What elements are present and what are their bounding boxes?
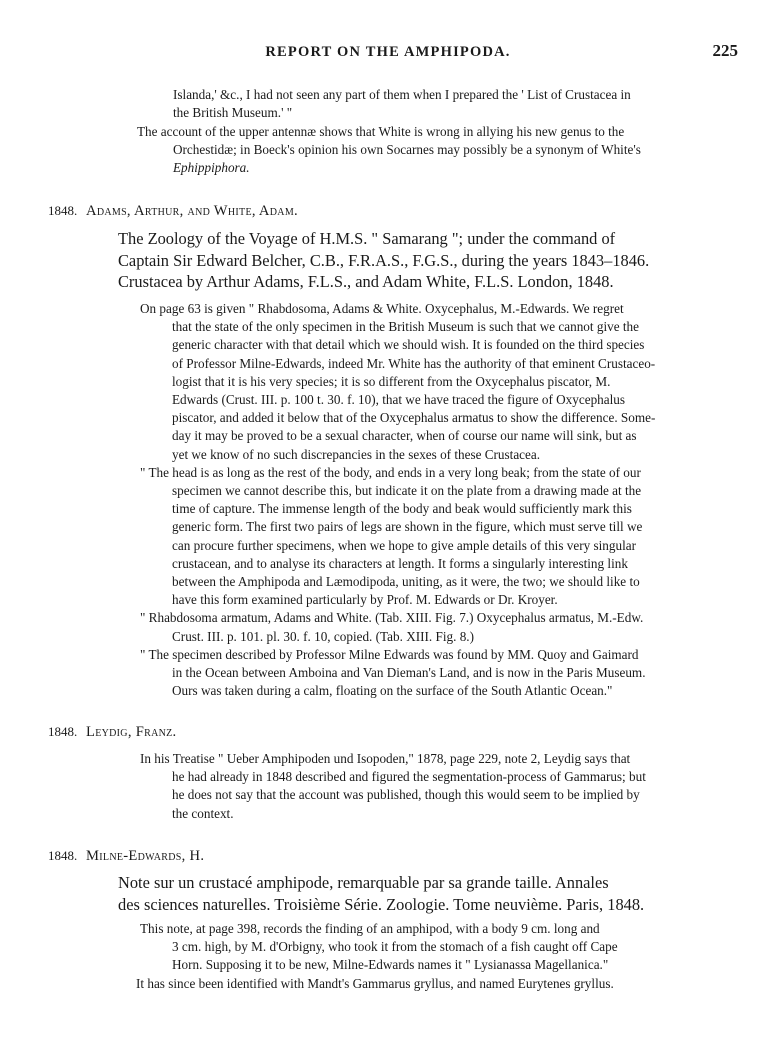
note-line: specimen we cannot describe this, but indicate it on the plate from a drawing made at the — [172, 483, 642, 499]
title-line: des sciences naturelles. Troisième Série. Zoologie. Tome neuvième. Paris, 1848. — [118, 894, 645, 914]
entry-author: Adams, Arthur, and White, Adam. — [86, 203, 298, 219]
note-line: time of capture. The immense length of the body and beak would sufficiently mark this — [172, 501, 632, 517]
note-line: On page 63 is given " Rhabdosoma, Adams & White. Oxycephalus, M.-Edwards. We regret — [140, 301, 624, 316]
note-line: day it may be proved to be a sexual character, when of course our name will sink, but as — [172, 428, 637, 444]
title-line: Note sur un crustacé amphipode, remarquable par sa grande taille. Annales — [118, 873, 609, 892]
entry-notes — [136, 920, 730, 993]
note-line: can procure further specimens, when we hope to give ample details of this very singular — [172, 537, 636, 553]
entry-notes — [140, 750, 730, 823]
title-line: Crustacea by Arthur Adams, F.L.S., and Adam White, F.L.S. London, 1848. — [118, 272, 614, 291]
intro-paragraph-2 — [137, 123, 728, 178]
note-line: " The head is as long as the rest of the body, and ends in a very long beak; from the state of our — [140, 464, 641, 480]
note-line: " The specimen described by Professor Milne Edwards was found by MM. Quoy and Gaimard — [140, 646, 639, 662]
entry-heading — [48, 722, 177, 742]
note-line: " Rhabdosoma armatum, Adams and White. (Tab. XIII. Fig. 7.) Oxycephalus armatus, M.-Edw. — [140, 610, 644, 626]
entry-year: 1848. — [48, 724, 78, 739]
note-line: generic character with that detail which we should wish. It is founded on the third species — [172, 337, 645, 353]
entry-title — [118, 228, 728, 293]
note-line: Ours was taken during a calm, floating on the surface of the South Atlantic Ocean." — [172, 683, 613, 699]
note-line: have this form examined particularly by Prof. M. Edwards or Dr. Kroyer. — [172, 592, 558, 608]
note-line: Crust. III. p. 101. pl. 30. f. 10, copied. (Tab. XIII. Fig. 8.) — [172, 628, 474, 644]
entry-heading — [48, 846, 204, 866]
title-line: The Zoology of the Voyage of H.M.S. " Samarang "; under the command of — [118, 229, 616, 248]
note-line: piscator, and added it below that of the Oxycephalus armatus to show the difference. Some- — [172, 410, 656, 426]
note-line: he had already in 1848 described and figured the segmentation-process of Gammarus; but — [172, 769, 646, 785]
note-line: In his Treatise " Ueber Amphipoden und Isopoden," 1878, page 229, note 2, Leydig says that — [140, 751, 631, 766]
note-line: he does not say that the account was published, though this would seem to be implied by — [172, 787, 640, 803]
note-line: in the Ocean between Amboina and Van Dieman's Land, and is now in the Paris Museum. — [172, 665, 646, 681]
note-line: generic form. The first two pairs of legs are shown in the figure, which must serve till we — [172, 519, 643, 535]
entry-title — [118, 872, 728, 915]
running-head — [0, 41, 776, 66]
entry-author: Milne-Edwards, H. — [86, 848, 205, 864]
text-line: The account of the upper antennæ shows that White is wrong in allying his new genus to the — [137, 124, 625, 139]
note-line: yet we know of no such discrepancies in the sexes of these Crustacea. — [172, 446, 541, 462]
running-head-title: REPORT ON THE AMPHIPODA. — [265, 44, 511, 60]
note-line: the context. — [172, 805, 234, 821]
note-line: crustacean, and to analyse its characters at length. It forms a singularly interesting link — [172, 555, 628, 571]
entry-heading — [48, 201, 298, 221]
text-line: Ephippiphora. — [173, 160, 250, 176]
note-line: Edwards (Crust. III. p. 100 t. 30. f. 10), that we have traced the figure of Oxycephalus — [172, 392, 625, 408]
entry-author: Leydig, Franz. — [86, 724, 177, 740]
page-number: 225 — [712, 41, 738, 60]
note-line: logist that it is his very species; it is so different from the Oxycephalus piscator, M. — [172, 373, 611, 389]
note-line: that the state of the only specimen in the British Museum is such that we cannot give the — [172, 319, 639, 335]
text-line: the British Museum.' " — [173, 105, 293, 121]
intro-paragraph — [173, 86, 728, 122]
entry-year: 1848. — [48, 203, 78, 218]
note-line: 3 cm. high, by M. d'Orbigny, who took it from the stomach of a fish caught off Cape — [172, 939, 618, 955]
entry-year: 1848. — [48, 848, 78, 863]
note-line: It has since been identified with Mandt's Gammarus gryllus, and named Eurytenes gryllus. — [136, 975, 614, 991]
note-line: between the Amphipoda and Læmodipoda, uniting, as it were, the two; we should like to — [172, 574, 640, 590]
note-line: Horn. Supposing it to be new, Milne-Edwards names it " Lysianassa Magellanica." — [172, 957, 609, 973]
note-line: This note, at page 398, records the finding of an amphipod, with a body 9 cm. long and — [140, 921, 600, 936]
note-line: of Professor Milne-Edwards, indeed Mr. White has the authority of that eminent Crustaceo- — [172, 355, 656, 371]
entry-notes — [140, 300, 730, 700]
text-line: Islanda,' &c., I had not seen any part of them when I prepared the ' List of Crustacea in — [173, 87, 631, 102]
text-line: Orchestidæ; in Boeck's opinion his own Socarnes may possibly be a synonym of White's — [173, 142, 641, 158]
title-line: Captain Sir Edward Belcher, C.B., F.R.A.S., F.G.S., during the years 1843–1846. — [118, 250, 650, 270]
